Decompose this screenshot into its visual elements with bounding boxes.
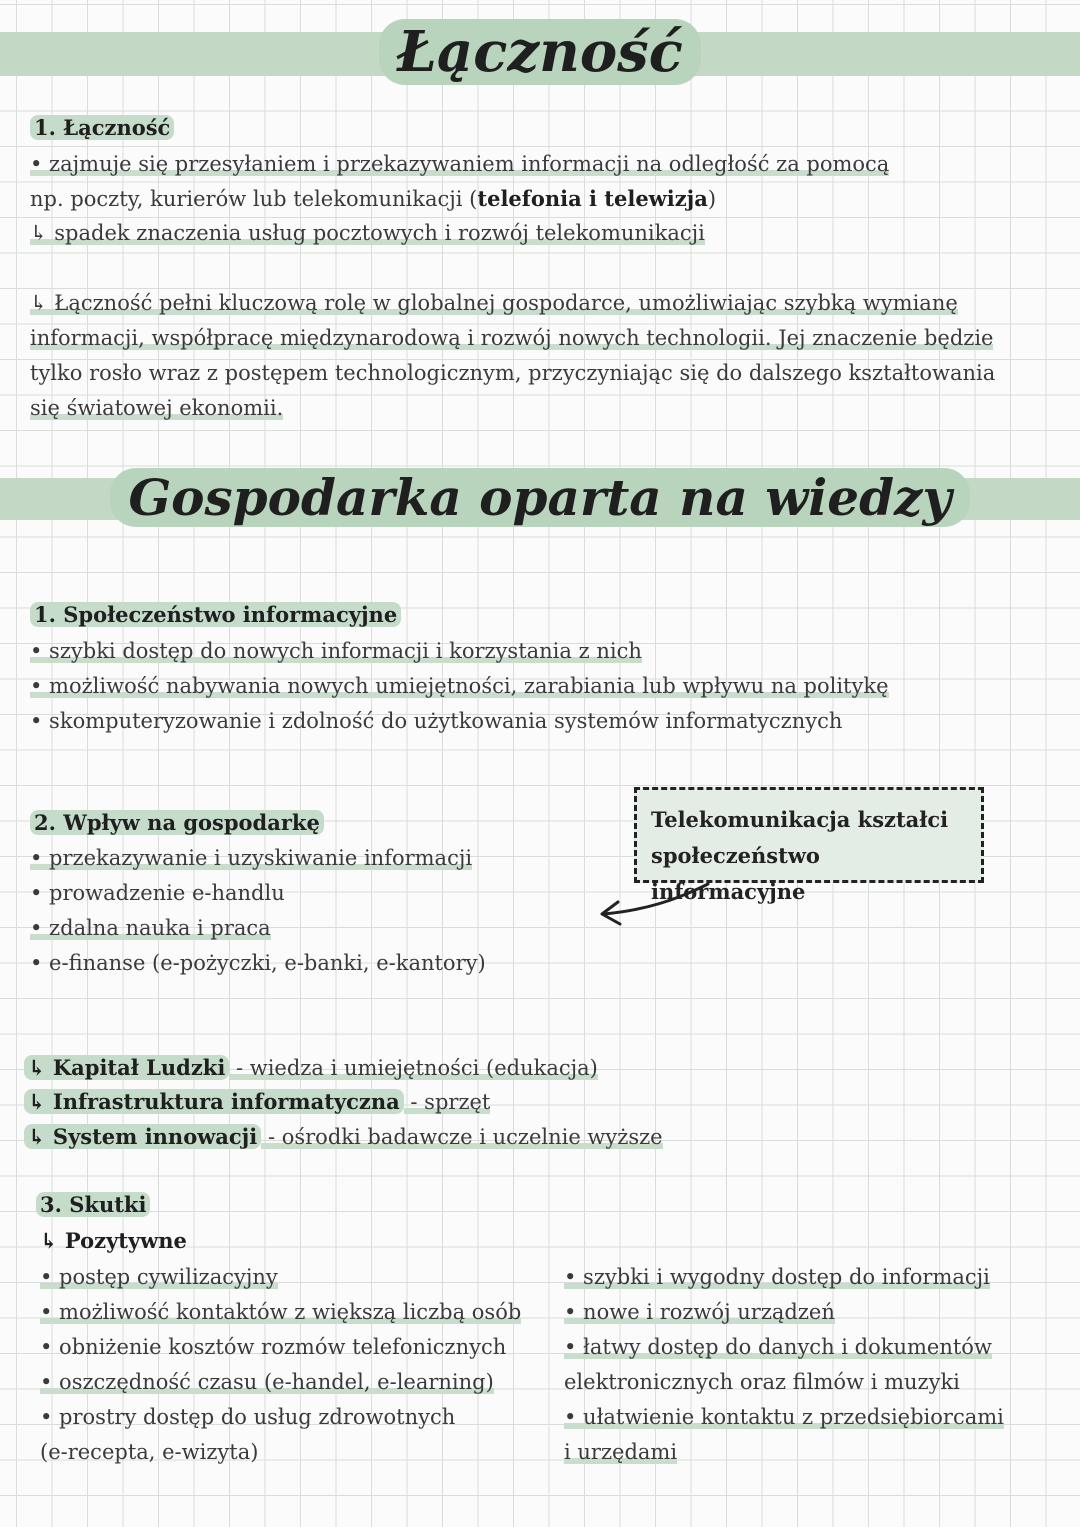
effect-right-item: • nowe i rozwój urządzeń: [564, 1300, 835, 1324]
effect-right-item: • łatwy dostęp do danych i dokumentów: [564, 1335, 992, 1359]
effect-left-item: • możliwość kontaktów z większą liczbą osób: [40, 1300, 522, 1324]
page-title-lacznosc: Łączność: [0, 14, 1080, 90]
section-heading-skutki: 3. Skutki: [36, 1190, 150, 1220]
effect-left-item: • obniżenie kosztów rozmów telefonicznych: [40, 1335, 507, 1359]
list-item: • prowadzenie e-handlu: [30, 881, 285, 905]
effect-left-item: • postęp cywilizacyjny: [40, 1265, 278, 1289]
list-item: • skomputeryzowanie i zdolność do użytkowania systemów informatycznych: [30, 709, 843, 733]
pillar-system: ↳ System innowacji - ośrodki badawcze i uczelnie wyższe: [24, 1122, 663, 1152]
list-item: • szybki dostęp do nowych informacji i korzystania z nich: [30, 639, 642, 663]
text-line: ↳ spadek znaczenia usług pocztowych i rozwój telekomunikacji: [30, 221, 705, 245]
section-heading-wplyw: 2. Wpływ na gospodarkę: [30, 808, 324, 838]
effect-right-item: elektronicznych oraz filmów i muzyki: [564, 1370, 960, 1394]
effect-left-item: (e-recepta, e-wizyta): [40, 1440, 259, 1464]
list-item: • zdalna nauka i praca: [30, 916, 271, 940]
callout-line: Telekomunikacja kształci: [651, 807, 949, 832]
effect-right-item: • ułatwienie kontaktu z przedsiębiorcami: [564, 1405, 1004, 1429]
pillar-kapital: ↳ Kapitał Ludzki - wiedza i umiejętności (edukacja): [24, 1053, 598, 1083]
effect-left-item: • oszczędność czasu (e-handel, e-learning): [40, 1370, 494, 1394]
pillar-infrastruktura: ↳ Infrastruktura informatyczna - sprzęt: [24, 1087, 490, 1117]
list-item: • przekazywanie i uzyskiwanie informacji: [30, 846, 473, 870]
paragraph-line: informacji, współpracę międzynarodową i rozwój nowych technologii. Jej znaczenie będzie: [30, 326, 994, 350]
effect-right-item: • szybki i wygodny dostęp do informacji: [564, 1265, 990, 1289]
effect-right-item: i urzędami: [564, 1440, 678, 1464]
effect-left-item: • prostry dostęp do usług zdrowotnych: [40, 1405, 456, 1429]
list-item: • e-finanse (e-pożyczki, e-banki, e-kantory): [30, 951, 486, 975]
paragraph-line: ↳ Łączność pełni kluczową rolę w globalnej gospodarce, umożliwiając szybką wymianę: [30, 291, 958, 315]
callout-arrow-icon: [596, 880, 716, 930]
page-title-gospodarka: Gospodarka oparta na wiedzy: [0, 458, 1080, 538]
callout-box: [634, 787, 984, 904]
paragraph-line: tylko rosło wraz z postępem technologicznym, przyczyniając się do dalszego kształtowania: [30, 361, 996, 385]
text-line: np. poczty, kurierów lub telekomunikacji (telefonia i telewizja): [30, 186, 717, 211]
callout-line: społeczeństwo informacyjne: [651, 843, 820, 904]
section-heading-lacznosc: 1. Łączność: [30, 113, 174, 143]
section-heading-spoleczenstwo: 1. Społeczeństwo informacyjne: [30, 600, 401, 630]
list-item: • możliwość nabywania nowych umiejętności, zarabiania lub wpływu na politykę: [30, 674, 889, 698]
text-line: • zajmuje się przesyłaniem i przekazywaniem informacji na odległość za pomocą: [30, 152, 890, 176]
paragraph-line: się światowej ekonomii.: [30, 396, 284, 420]
positive-label: ↳ Pozytywne: [40, 1228, 187, 1253]
